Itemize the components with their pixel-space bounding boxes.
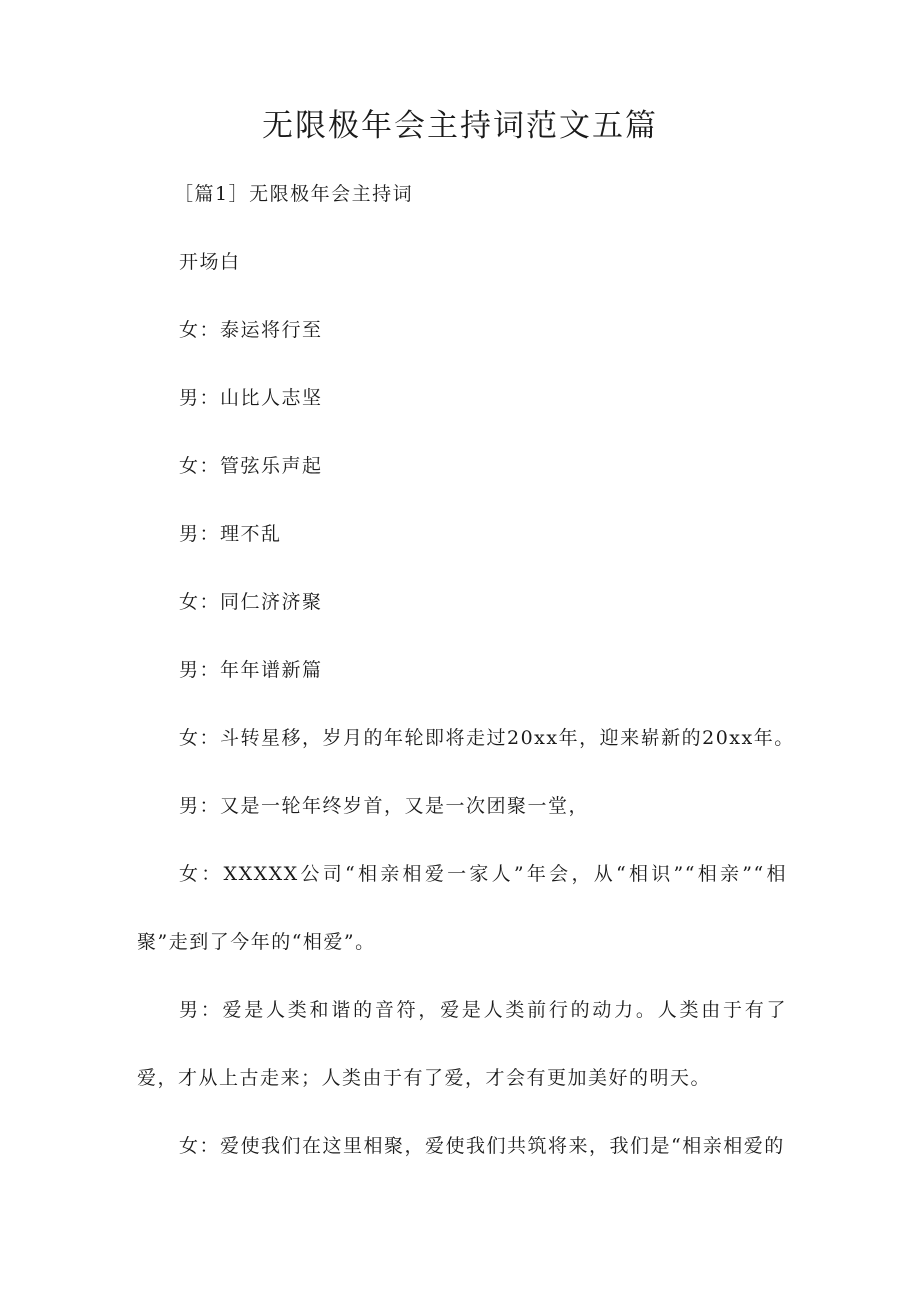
- paragraph-1: 女：XXXXX公司“相亲相爱一家人”年会，从“相识”“相亲”“相聚”走到了今年的“相爱”。: [137, 863, 787, 953]
- line-7: 女：斗转星移，岁月的年轮即将走过20xx年，迎来崭新的20xx年。: [179, 727, 795, 749]
- line-5: 女：同仁济济聚: [179, 591, 323, 613]
- line-6: 男：年年谱新篇: [179, 659, 323, 681]
- document-title: 无限极年会主持词范文五篇: [262, 108, 658, 144]
- paragraph-3: 女：爱使我们在这里相聚，爱使我们共筑将来，我们是“相亲相爱的: [179, 1135, 785, 1157]
- line-opening: 开场白: [179, 251, 241, 273]
- line-1: 女：泰运将行至: [179, 319, 323, 341]
- line-2: 男：山比人志坚: [179, 387, 323, 409]
- paragraph-2: 男：爱是人类和谐的音符，爱是人类前行的动力。人类由于有了爱，才从上古走来；人类由于有了爱，才会有更加美好的明天。: [137, 999, 787, 1089]
- section-heading: ［篇1］无限极年会主持词: [174, 183, 414, 205]
- document-body: [137, 176, 795, 1196]
- line-8: 男：又是一轮年终岁首，又是一次团聚一堂，: [179, 795, 590, 817]
- line-4: 男：理不乱: [179, 523, 282, 545]
- line-3: 女：管弦乐声起: [179, 455, 323, 477]
